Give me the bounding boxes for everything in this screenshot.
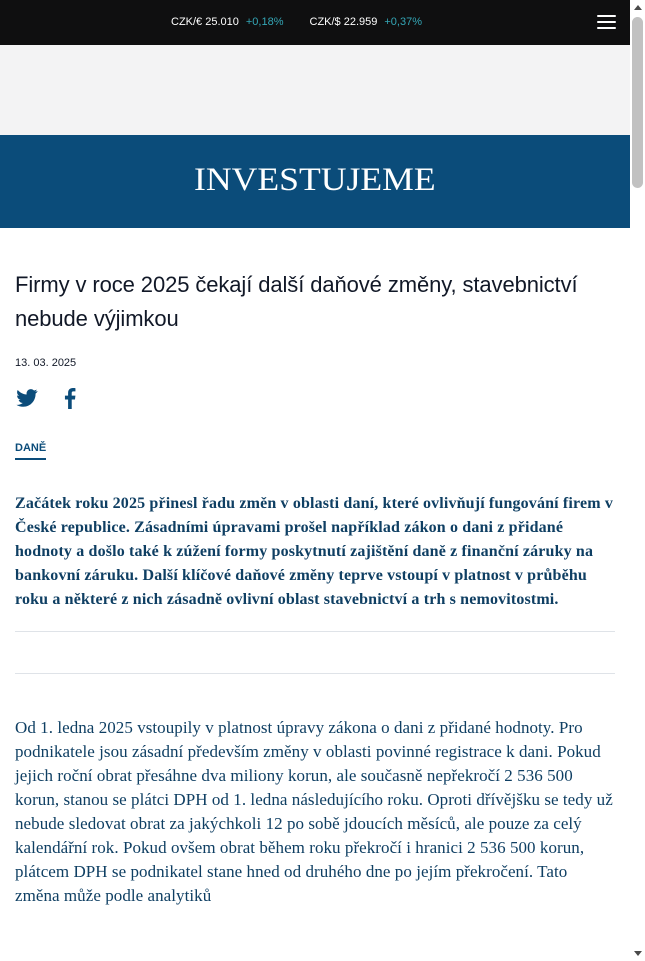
currency-rates	[171, 15, 422, 29]
currency-rate-eur-change: +0,18%	[245, 16, 284, 28]
tag-container	[15, 436, 615, 458]
currency-rate-eur	[171, 15, 284, 29]
content-divider	[15, 631, 615, 632]
category-tag[interactable]: DANĚ	[15, 441, 46, 460]
top-bar	[0, 0, 630, 45]
advertisement-space	[0, 45, 630, 135]
facebook-icon-graphic	[64, 388, 76, 409]
scrollbar-thumb[interactable]	[632, 17, 643, 188]
menu-line	[597, 21, 616, 23]
article-date: 13. 03. 2025	[15, 357, 77, 369]
scroll-up-icon[interactable]	[634, 5, 642, 10]
currency-rate-eur-label: CZK/€ 25.010	[171, 16, 239, 28]
currency-rate-usd-label: CZK/$ 22.959	[309, 16, 378, 28]
menu-line	[597, 27, 616, 29]
content-divider	[15, 673, 615, 674]
article-content	[15, 268, 615, 908]
hamburger-menu-icon[interactable]	[597, 13, 616, 31]
article-title: Firmy v roce 2025 čekají další daňové změny, stavebnictví nebude výjimkou	[15, 272, 578, 331]
site-logo[interactable]: INVESTUJEME	[194, 162, 436, 198]
share-buttons	[15, 386, 615, 410]
brand-header	[0, 135, 630, 228]
article-lead: Začátek roku 2025 přinesl řadu změn v oblasti daní, které ovlivňují fungování firem v České republice. Zásadními úpravami prošel například zákon o dani z přidané hodnoty a došlo také k zúžení formy poskytnutí zajištění daně z finanční záruky na bankovní záruku. Další klíčové daňové změny teprve vstoupí v platnost v průběhu roku a některé z nich zásadně ovlivní oblast stavebnictví a trh s nemovitostmi.	[15, 495, 613, 608]
currency-rate-usd	[310, 15, 423, 29]
menu-line	[597, 15, 616, 17]
twitter-icon-graphic	[16, 389, 38, 407]
vertical-scrollbar[interactable]	[630, 0, 645, 961]
scroll-down-icon[interactable]	[634, 951, 642, 956]
facebook-icon[interactable]	[58, 386, 82, 410]
twitter-icon[interactable]	[15, 386, 39, 410]
article-body: Od 1. ledna 2025 vstoupily v platnost úpravy zákona o dani z přidané hodnoty. Pro podnikatele jsou zásadní především změny v oblasti povinné registrace k dani. Pokud jejich roční obrat přesáhne dva miliony korun, ale současně nepřekročí 2 536 500 korun, stanou se plátci DPH od 1. ledna následujícího roku. Oproti dřívějšku se tedy už nebude sledovat obrat za jakýchkoli 12 po sobě jdoucích měsíců, ale pouze za celý kalendářní rok. Pokud ovšem obrat během roku překročí i hranici 2 536 500 korun, plátcem DPH se podnikatel stane hned od druhého dne po jejím překročení. Tato změna může podle analytiků	[15, 718, 613, 905]
currency-rate-usd-change: +0,37%	[384, 16, 422, 28]
